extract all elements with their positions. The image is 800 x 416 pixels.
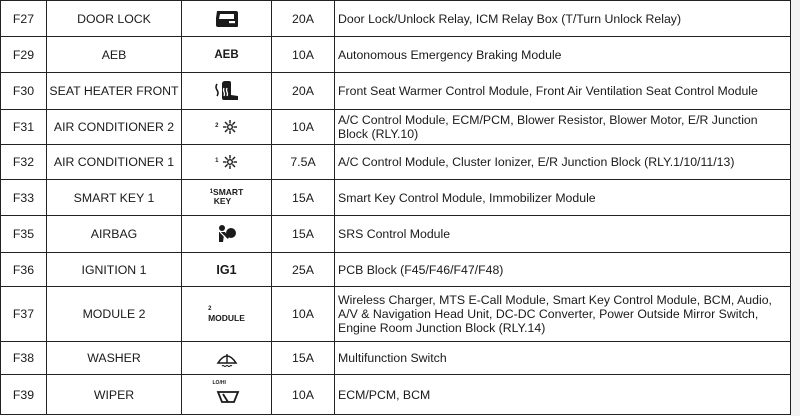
fuse-id: F35 [1,216,47,253]
symbol-cell [182,145,272,180]
protected-circuit: Door Lock/Unlock Relay, ICM Relay Box (T/Turn Unlock Relay) [335,1,791,37]
amp-rating: 10A [272,375,335,415]
fuse-name: SEAT HEATER FRONT [47,73,182,110]
symbol-cell [182,342,272,375]
fuse-id: F27 [1,1,47,37]
symbol-superscript: 1 [209,189,214,195]
fuse-name: WASHER [47,342,182,375]
protected-circuit: SRS Control Module [335,216,791,253]
fuse-name: AIR CONDITIONER 2 [47,110,182,145]
protected-circuit: Smart Key Control Module, Immobilizer Module [335,180,791,216]
ig1-symbol: IG1 [216,262,237,277]
fuse-name: SMART KEY 1 [47,180,182,216]
amp-rating: 10A [272,287,335,342]
protected-circuit: PCB Block (F45/F46/F47/F48) [335,253,791,287]
wiper-icon-label: LO/HI [212,380,226,386]
symbol-cell [182,287,272,342]
protected-circuit: ECM/PCM, BCM [335,375,791,415]
table-row [1,253,791,287]
smart-key-symbol [210,188,244,206]
symbol-cell [182,110,272,145]
amp-rating: 15A [272,342,335,375]
fuse-id: F38 [1,342,47,375]
symbol-cell [182,37,272,73]
fuse-id: F29 [1,37,47,73]
airbag-icon [216,226,238,240]
module-symbol [208,305,245,323]
seat-heater-icon [214,83,240,97]
wiper-icon [213,380,241,406]
table-row [1,37,791,73]
fuse-id: F39 [1,375,47,415]
table-row [1,287,791,342]
fuse-name: DOOR LOCK [47,1,182,37]
table-row [1,145,791,180]
protected-circuit: Front Seat Warmer Control Module, Front Air Ventilation Seat Control Module [335,73,791,110]
symbol-line-2: MODULE [208,312,245,323]
fuse-id: F32 [1,145,47,180]
aeb-symbol: AEB [214,49,239,61]
symbol-cell [182,253,272,287]
symbol-cell [182,73,272,110]
symbol-line-1: SMART [213,187,244,197]
table-row [1,110,791,145]
amp-rating: 15A [272,216,335,253]
amp-rating: 7.5A [272,145,335,180]
fuse-name: AIRBAG [47,216,182,253]
right-edge-shade [791,0,800,416]
symbol-cell [182,1,272,37]
fuse-name: AIR CONDITIONER 1 [47,145,182,180]
fuse-id: F30 [1,73,47,110]
fuse-name: AEB [47,37,182,73]
symbol-superscript: 2 [215,123,219,129]
protected-circuit: Autonomous Emergency Braking Module [335,37,791,73]
protected-circuit: A/C Control Module, ECM/PCM, Blower Resistor, Blower Motor, E/R Junction Block (RLY.10) [335,110,791,145]
symbol-superscript: 2 [208,305,212,312]
fuse-id: F37 [1,287,47,342]
amp-rating: 20A [272,1,335,37]
protected-circuit: Multifunction Switch [335,342,791,375]
symbol-superscript: 1 [215,158,219,164]
table-row [1,180,791,216]
air-conditioner-icon [222,119,238,133]
table-row [1,342,791,375]
washer-icon [216,350,238,364]
fuse-name: IGNITION 1 [47,253,182,287]
symbol-cell [182,180,272,216]
door-lock-icon [215,11,239,25]
table-row [1,73,791,110]
fuse-name: MODULE 2 [47,287,182,342]
symbol-line-2: KEY [213,196,232,206]
amp-rating: 10A [272,37,335,73]
air-conditioner-icon [222,154,238,168]
table-row [1,1,791,37]
table-row [1,375,791,415]
protected-circuit: Wireless Charger, MTS E-Call Module, Smart Key Control Module, BCM, Audio, A/V & Navigation Head Unit, DC-DC Converter, Power Outside Mirror Switch, Engine Room Junction Block (RLY.14) [335,287,791,342]
protected-circuit: A/C Control Module, Cluster Ionizer, E/R Junction Block (RLY.1/10/11/13) [335,145,791,180]
fuse-id: F31 [1,110,47,145]
amp-rating: 10A [272,110,335,145]
amp-rating: 25A [272,253,335,287]
amp-rating: 15A [272,180,335,216]
fuse-id: F33 [1,180,47,216]
amp-rating: 20A [272,73,335,110]
table-row [1,216,791,253]
fuse-name: WIPER [47,375,182,415]
symbol-cell [182,375,272,415]
symbol-cell [182,216,272,253]
fuse-id: F36 [1,253,47,287]
